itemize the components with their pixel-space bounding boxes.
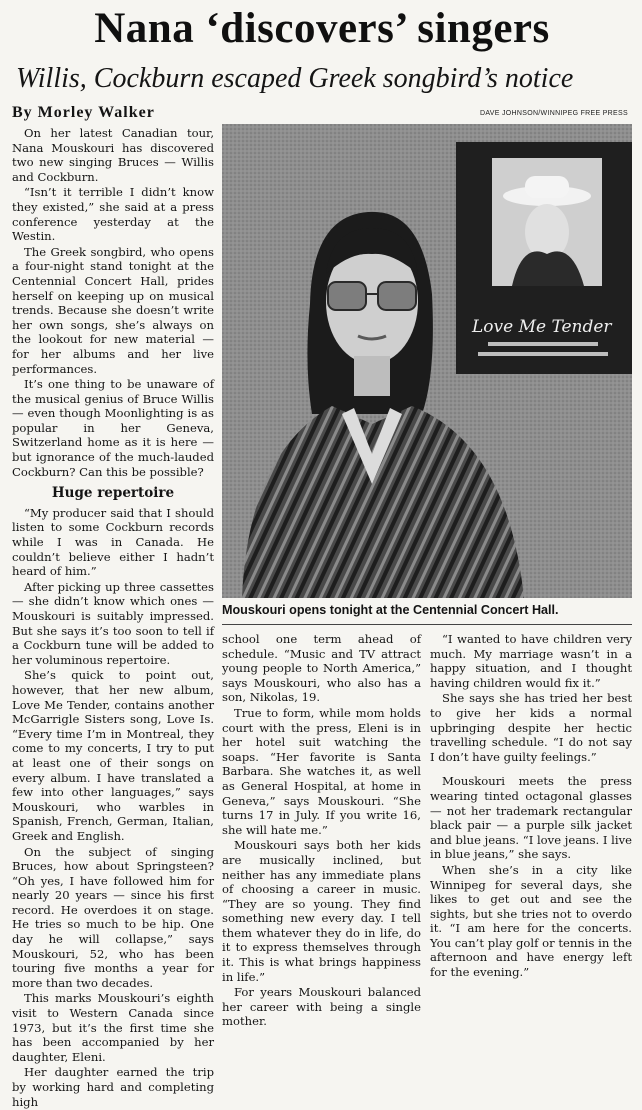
byline: By Morley Walker [12,104,155,121]
paragraph: On her latest Canadian tour, Nana Mouskouri has discovered two new singing Bruces — Willis and Cockburn. [12,126,214,184]
news-photo [222,124,632,598]
article-column-3 [430,632,632,981]
paragraph: After picking up three cassettes — she didn’t know which ones — Mouskouri is suitably impressed. But she says it’s too soon to tell if a Cockburn tune will be added to her voluminous repertoire. [12,579,214,667]
paragraph: Mouskouri meets the press wearing tinted octagonal glasses — not her trademark rectangular black pair — a purple silk jacket and blue jeans. “I love jeans. I live in blue jeans,” she says. [430,774,633,862]
paragraph: The Greek songbird, who opens a four-night stand tonight at the Centennial Concert Hall, prides herself on keeping up on musical trends. Because she doesn’t write her own songs, she’s always on the lookout for new material — for her albums and her live performances. [12,244,214,376]
headline: Nana ‘discovers’ singers [94,5,550,52]
paragraph: When she’s in a city like Winnipeg for several days, she likes to get out and see the sights, but she tries not to overdo it. “I am here for the concerts. You can’t play golf or tennis in the afternoon and have energy left for the evening.” [430,862,632,980]
album-poster [456,142,632,374]
photo-caption: Mouskouri opens tonight at the Centennial Concert Hall. [222,603,559,617]
paragraph: “Isn’t it terrible I didn’t know they existed,” she said at a press conference yesterday at the Westin. [12,185,214,244]
paragraph: “I wanted to have children very much. My marriage wasn’t in a happy situation, and I thought having children would fix it.” [430,632,632,690]
paragraph: Her daughter earned the trip by working hard and completing high [12,1065,214,1109]
paragraph: Mouskouri says both her kids are musically inclined, but neither has any immediate plans of choosing a career in music. “They are so young. They find something new every day. I tell them whatever they do in life, do it to express themselves through it. This is what brings happiness in life.” [222,838,421,984]
article-column-1 [12,126,214,1110]
paragraph: For years Mouskouri balanced her career with being a single mother. [222,985,421,1029]
paragraph: It’s one thing to be unaware of the musical genius of Bruce Willis — even though Moonlighting is as popular in her Geneva, Switzerland home as it is here — but ignorance of the much-lauded Cockburn? Can this be possible? [12,377,214,479]
section-subheading: Huge repertoire [51,485,175,502]
paragraph: She’s quick to point out, however, that her new album, Love Me Tender, contains another McGarrigle Sisters song, Love Is. “Every time I’m in Montreal, they come to my concerts, I try to put at least one of their songs on every album. I have translated a few into other languages,” says Mouskouri, who warbles in Spanish, French, German, Italian, Greek and English. [12,668,214,843]
subheadline: Willis, Cockburn escaped Greek songbird’s notice [16,63,574,94]
paragraph: school one term ahead of schedule. “Music and TV attract young people to North America,” says Mouskouri, who also has a son, Nikolas, 19. [222,632,421,705]
paragraph: This marks Mouskouri’s eighth visit to Western Canada since 1973, but it’s the first time she has been accompanied by her daughter, Eleni. [12,991,214,1064]
caption-divider [222,624,632,625]
article-column-2 [222,632,421,1030]
paragraph: “My producer said that I should listen to some Cockburn records while I was in Canada. He couldn’t believe either I hadn’t heard of him.” [12,505,214,579]
paragraph: True to form, while mom holds court with the press, Eleni is in her hotel suit watching the soaps. “Her favorite is Santa Barbara. She watches it, as well as General Hospital, at home in Geneva,” says Mouskouri. “She turns 17 in July. If you write 16, she will hate me.” [222,705,421,837]
poster-title: Love Me Tender [472,317,612,337]
photo-credit: DAVE JOHNSON/WINNIPEG FREE PRESS [480,110,628,117]
paragraph: On the subject of singing Bruces, how about Springsteen? “Oh yes, I have followed him for nearly 20 years — since his first record. He overdoes it on stage. He tries so much to be hip. One day he will collapse,” says Mouskouri, 52, who has been touring five months a year for more than two decades. [12,844,214,990]
paragraph: She says she has tried her best to give her kids a normal upbringing despite her hectic travelling schedule. “I do not say I don’t have guilty feelings.” [430,691,632,764]
